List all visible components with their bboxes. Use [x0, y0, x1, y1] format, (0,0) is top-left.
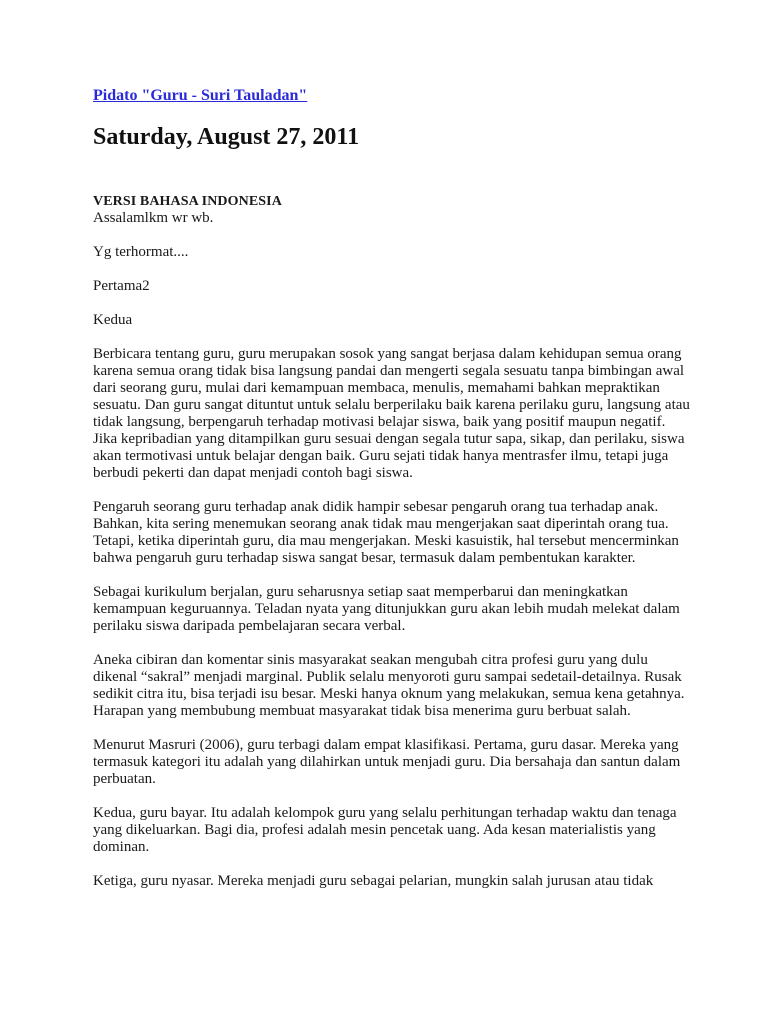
body-paragraph: Berbicara tentang guru, guru merupakan sosok yang sangat berjasa dalam kehidupan semua orang karena semua orang tidak bisa langsung pandai dan mengerti segala sesuatu tanpa bimbingan awal dari seorang guru, mulai dari kemampuan membaca, menulis, memahami bahkan mepraktikan sesuatu. Dan guru sangat dituntut untuk selalu berperilaku baik karena perilaku guru, langsung atau tidak langsung, berpengaruh terhadap motivasi belajar siswa, baik yang positif maupun negatif. Jika kepribadian yang ditampilkan guru sesuai dengan segala tutur sapa, sikap, dan perilaku, siswa akan termotivasi untuk belajar dengan baik. Guru sejati tidak hanya mentrasfer ilmu, tetapi juga berbudi pekerti dan dapat menjadi contoh bagi siswa. [93, 346, 690, 481]
body-paragraph: Aneka cibiran dan komentar sinis masyarakat seakan mengubah citra profesi guru yang dulu dikenal “sakral” menjadi marginal. Publik selalu menyoroti guru sampai sedetail-detailnya. Rusak sedikit citra itu, bisa terjadi isu besar. Meski hanya oknum yang melakukan, semua kena getahnya. Harapan yang membubung membuat masyarakat tidak bisa menerima guru berbuat salah. [93, 652, 685, 719]
document-page [93, 86, 693, 890]
first-line: Pertama2 [93, 278, 150, 294]
post-title-link[interactable]: Pidato "Guru - Suri Tauladan" [93, 87, 308, 104]
respected-line: Yg terhormat.... [93, 244, 189, 260]
greeting-line: Assalamlkm wr wb. [93, 210, 214, 226]
body-paragraph: Pengaruh seorang guru terhadap anak didik hampir sebesar pengaruh orang tua terhadap anak. Bahkan, kita sering menemukan seorang anak tidak mau mengerjakan saat diperintah orang tua. Tetapi, ketika diperintah guru, dia mau mengerjakan. Meski kasuistik, hal tersebut mencerminkan bahwa pengaruh guru terhadap siswa sangat besar, termasuk dalam pembentukan karakter. [93, 499, 679, 566]
body-paragraph: Ketiga, guru nyasar. Mereka menjadi guru sebagai pelarian, mungkin salah jurusan atau tidak [93, 873, 654, 889]
post-date-heading: Saturday, August 27, 2011 [93, 124, 360, 150]
body-paragraph: Menurut Masruri (2006), guru terbagi dalam empat klasifikasi. Pertama, guru dasar. Mereka yang termasuk kategori itu adalah yang dilahirkan untuk menjadi guru. Dia bersahaja dan santun dalam perbuatan. [93, 737, 681, 787]
body-paragraph: Kedua, guru bayar. Itu adalah kelompok guru yang selalu perhitungan terhadap waktu dan tenaga yang dikeluarkan. Bagi dia, profesi adalah mesin pencetak uang. Ada kesan materialistis yang dominan. [93, 805, 677, 855]
second-line: Kedua [93, 312, 133, 328]
body-paragraph: Sebagai kurikulum berjalan, guru seharusnya setiap saat memperbarui dan meningkatkan kemampuan keguruannya. Teladan nyata yang ditunjukkan guru akan lebih mudah melekat dalam perilaku siswa daripada pembelajaran secara verbal. [93, 584, 680, 634]
version-heading: VERSI BAHASA INDONESIA [93, 194, 282, 209]
